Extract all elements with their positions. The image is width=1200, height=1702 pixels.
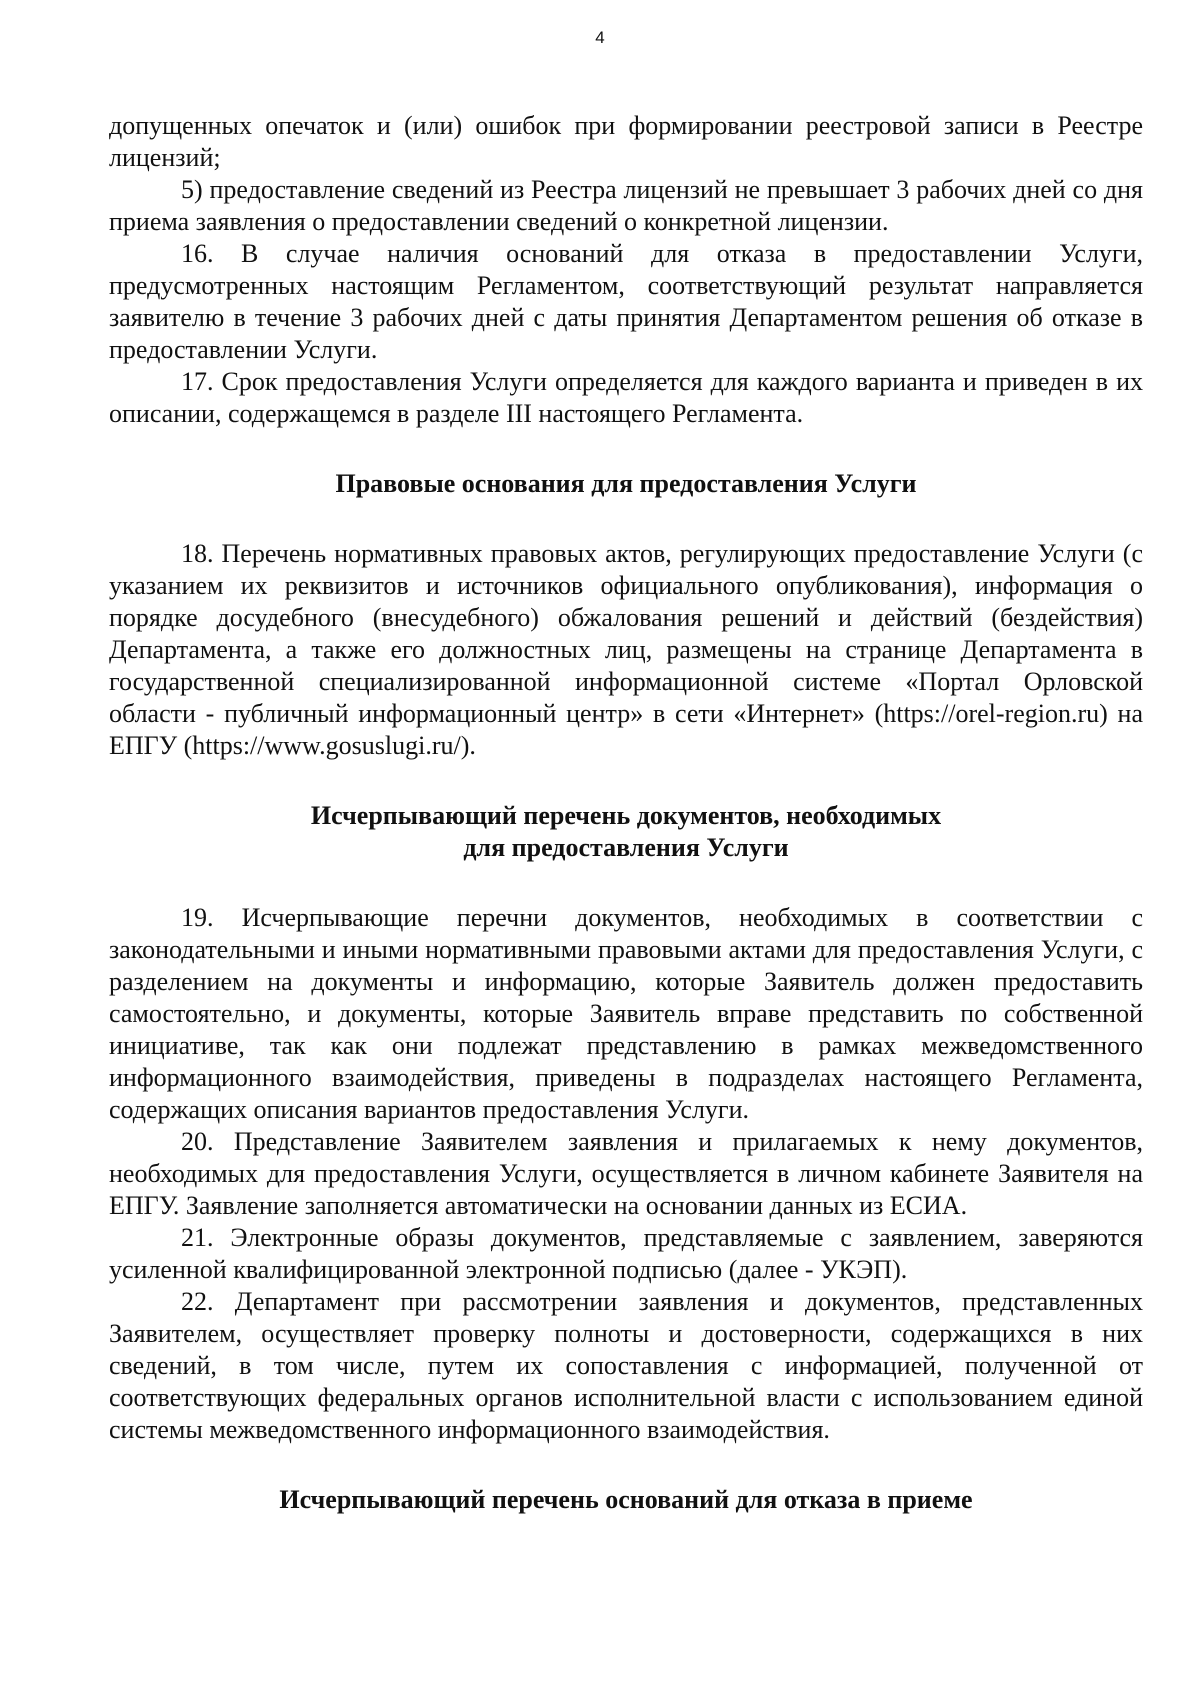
heading-line: для предоставления Услуги (463, 833, 789, 862)
paragraph-15-5: 5) предоставление сведений из Реестра лицензий не превышает 3 рабочих дней со дня приема заявления о предоставлении сведений о конкретной лицензии. (109, 175, 1143, 236)
paragraph-18: 18. Перечень нормативных правовых актов, регулирующих предоставление Услуги (с указанием их реквизитов и источников официального опубликования), информация о порядке досудебного (внесудебного) обжалования решений и действий (бездействия) Департамента, а также его должностных лиц, размещены на странице Департамента в государственной специализированной информационной системе «Портал Орловской области - публичный информационный центр» в сети «Интернет» (https://orel-region.ru) на ЕПГУ (https://www.gosuslugi.ru/). (109, 539, 1143, 760)
paragraph-21: 21. Электронные образы документов, представляемые с заявлением, заверяются усиленной квалифицированной электронной подписью (далее - УКЭП). (109, 1223, 1143, 1284)
document-body (109, 110, 1143, 1516)
section-heading-refusal-grounds (109, 1484, 1143, 1516)
page-number: 4 (595, 28, 605, 47)
paragraph-17: 17. Срок предоставления Услуги определяется для каждого варианта и приведен в их описании, содержащемся в разделе III настоящего Регламента. (109, 367, 1143, 428)
paragraph-22: 22. Департамент при рассмотрении заявления и документов, представленных Заявителем, осуществляет проверку полноты и достоверности, содержащихся в них сведений, в том числе, путем их сопоставления с информацией, полученной от соответствующих федеральных органов исполнительной власти с использованием единой системы межведомственного информационного взаимодействия. (109, 1287, 1143, 1444)
paragraph-19: 19. Исчерпывающие перечни документов, необходимых в соответствии с законодательными и иными нормативными правовыми актами для предоставления Услуги, с разделением на документы и информацию, которые Заявитель должен предоставить самостоятельно, и документы, которые Заявитель вправе представить по собственной инициативе, так как они подлежат представлению в рамках межведомственного информационного взаимодействия, приведены в подразделах настоящего Регламента, содержащих описания вариантов предоставления Услуги. (109, 903, 1143, 1124)
section-heading-legal-basis (109, 468, 1143, 500)
heading-line: Правовые основания для предоставления Услуги (335, 469, 917, 498)
paragraph-20: 20. Представление Заявителем заявления и прилагаемых к нему документов, необходимых для предоставления Услуги, осуществляется в личном кабинете Заявителя на ЕПГУ. Заявление заполняется автоматически на основании данных из ЕСИА. (109, 1127, 1143, 1220)
paragraph-16: 16. В случае наличия оснований для отказа в предоставлении Услуги, предусмотренных настоящим Регламентом, соответствующий результат направляется заявителю в течение 3 рабочих дней с даты принятия Департаментом решения об отказе в предоставлении Услуги. (109, 239, 1143, 364)
section-heading-documents-list (109, 800, 1143, 864)
paragraph-15-4-tail: допущенных опечаток и (или) ошибок при формировании реестровой записи в Реестре лицензий; (109, 111, 1143, 172)
heading-line: Исчерпывающий перечень оснований для отказа в приеме (279, 1485, 973, 1514)
heading-line: Исчерпывающий перечень документов, необходимых (310, 801, 942, 830)
